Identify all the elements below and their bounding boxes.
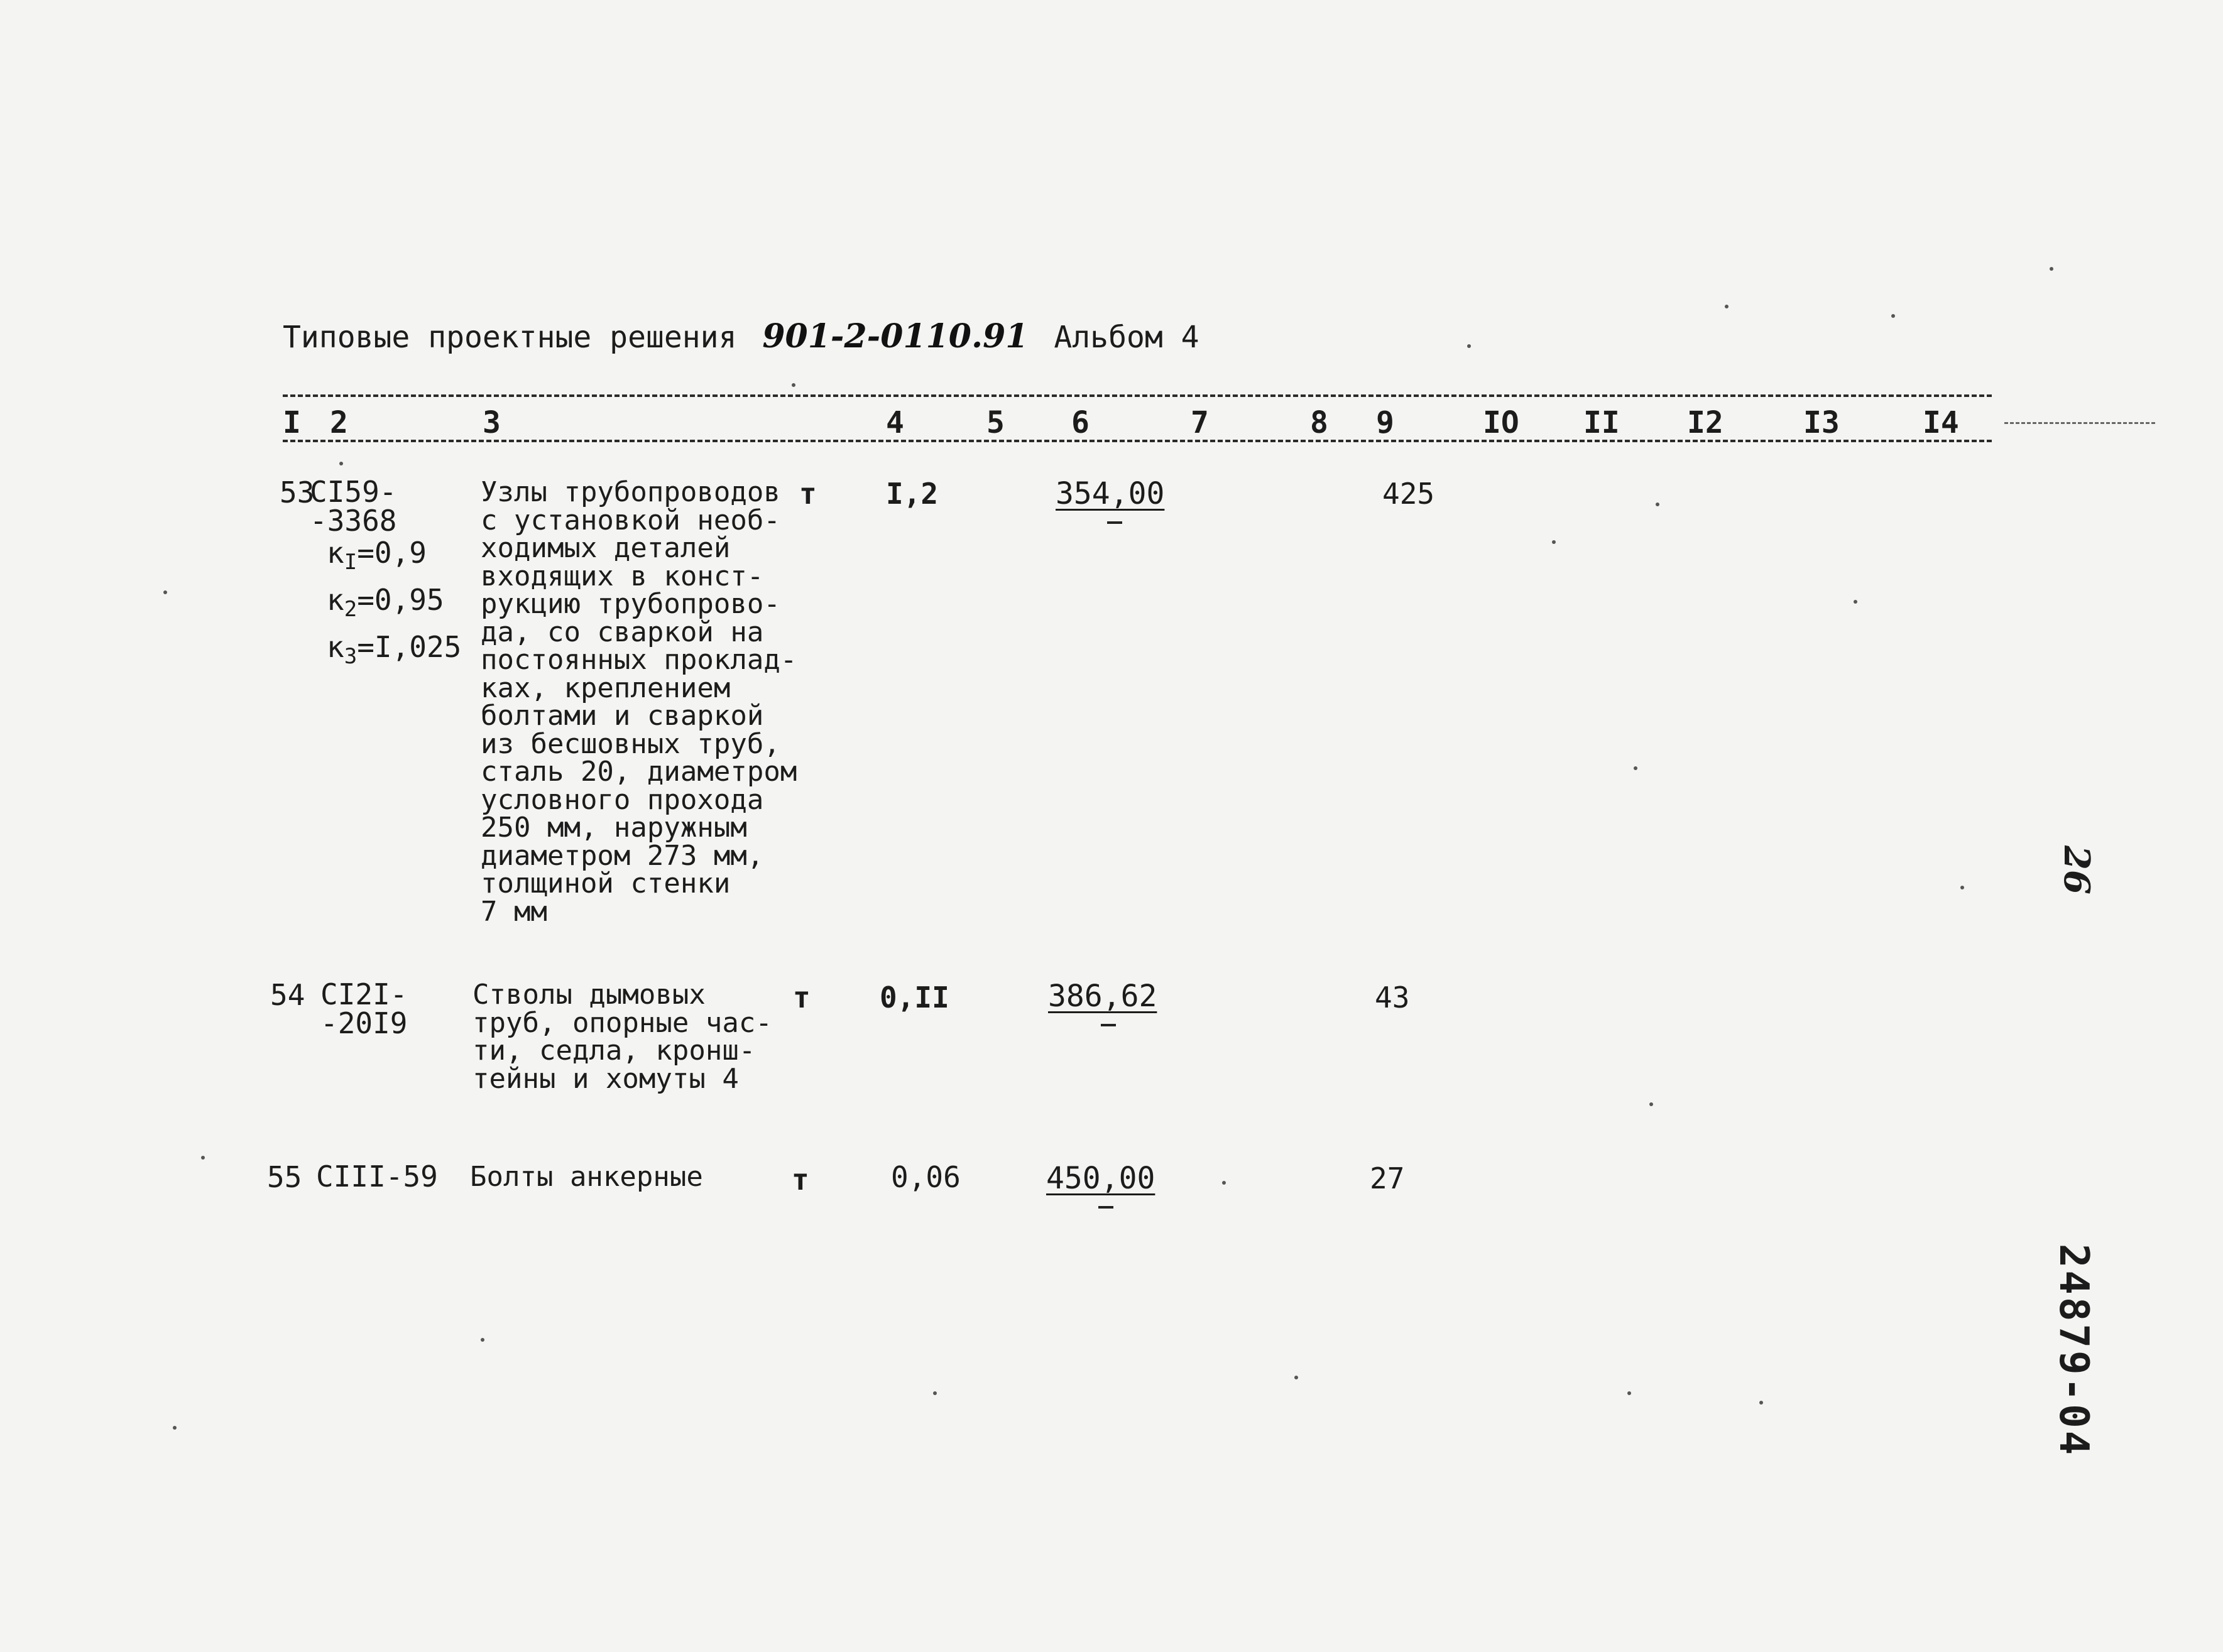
column-number-12: I2 bbox=[1687, 405, 1723, 440]
row-53-unit: т bbox=[799, 477, 817, 511]
row-54-description bbox=[472, 981, 772, 1093]
scan-speck bbox=[2050, 267, 2053, 271]
scan-speck bbox=[163, 590, 167, 594]
row-53-quantity: I,2 bbox=[886, 477, 939, 511]
column-number-2: 2 bbox=[330, 405, 348, 440]
scan-speck bbox=[339, 462, 343, 465]
column-number-13: I3 bbox=[1803, 405, 1840, 440]
row-55-unit: т bbox=[792, 1163, 809, 1197]
column-number-8: 8 bbox=[1310, 405, 1328, 440]
row-53-description bbox=[481, 476, 797, 928]
header-rule-bottom bbox=[283, 440, 1992, 442]
row-54-price-tick bbox=[1101, 1024, 1116, 1026]
scan-speck bbox=[1634, 766, 1637, 770]
scan-speck bbox=[1759, 1401, 1763, 1405]
row-54-code-line-2: -20I9 bbox=[320, 1006, 408, 1040]
scan-speck bbox=[1649, 1102, 1653, 1106]
description-line: входящих в конст- bbox=[481, 560, 764, 592]
description-line: с установкой необ- bbox=[481, 504, 780, 536]
row-54-unit: т bbox=[793, 981, 811, 1014]
column-number-11: II bbox=[1583, 405, 1620, 440]
description-line: толщиной стенки bbox=[481, 867, 731, 899]
description-line: Стволы дымовых bbox=[472, 979, 706, 1011]
scan-speck bbox=[201, 1156, 205, 1160]
scan-speck bbox=[1854, 600, 1857, 604]
header-rule-top bbox=[283, 394, 1992, 397]
handwritten-page-mark: 26 bbox=[2056, 845, 2097, 894]
column-number-6: 6 bbox=[1071, 405, 1090, 440]
description-line: 250 мм, наружным bbox=[481, 812, 747, 844]
coefficient-k3: $к_3=I,025$ bbox=[327, 630, 462, 670]
column-number-1: I bbox=[283, 405, 301, 440]
row-53-code-line-2: -3368 bbox=[310, 504, 397, 538]
row-53-coefficients bbox=[327, 534, 461, 676]
scan-speck bbox=[173, 1426, 177, 1430]
column-number-4: 4 bbox=[886, 405, 904, 440]
column-number-14: I4 bbox=[1923, 405, 1959, 440]
column-number-3: 3 bbox=[483, 405, 501, 440]
row-53-code-line-1: CI59- bbox=[310, 475, 397, 509]
scan-speck bbox=[481, 1338, 484, 1342]
title-prefix: Типовые проектные решения bbox=[283, 320, 737, 355]
archive-number: 24879-04 bbox=[2050, 1243, 2097, 1458]
description-line: постоянных проклад- bbox=[481, 644, 797, 676]
row-53-price: 354,00 bbox=[1056, 476, 1165, 511]
scan-speck bbox=[933, 1391, 937, 1395]
row-55-code bbox=[316, 1162, 438, 1191]
row-54-price: 386,62 bbox=[1048, 979, 1157, 1014]
scan-speck bbox=[1627, 1391, 1631, 1395]
row-54-code-line-1: CI2I- bbox=[320, 977, 408, 1011]
row-55-price: 450,00 bbox=[1046, 1161, 1155, 1196]
description-line: рукцию трубопрово- bbox=[481, 588, 780, 620]
description-line: ходимых деталей bbox=[481, 532, 731, 564]
row-53-number: 53 bbox=[280, 475, 315, 509]
album-label: Альбом 4 bbox=[1054, 320, 1199, 355]
coefficient-k2: $к_2=0,95$ bbox=[327, 583, 444, 622]
column-number-5: 5 bbox=[986, 405, 1005, 440]
description-line: ти, седла, кронш- bbox=[472, 1035, 756, 1067]
row-55-total: 27 bbox=[1370, 1161, 1405, 1195]
row-55-number: 55 bbox=[267, 1160, 302, 1194]
description-line: Болты анкерные bbox=[470, 1161, 703, 1193]
description-line: да, со сваркой на bbox=[481, 616, 764, 648]
coefficient-k1: $к_I=0,9$ bbox=[327, 536, 427, 575]
scan-speck bbox=[1960, 886, 1964, 889]
row-54-total: 43 bbox=[1375, 981, 1410, 1014]
description-line: болтами и сваркой bbox=[481, 700, 764, 732]
scan-speck bbox=[1891, 314, 1895, 318]
scan-speck bbox=[1656, 503, 1659, 506]
row-54-code bbox=[320, 977, 408, 1040]
column-number-10: IO bbox=[1483, 405, 1519, 440]
scan-speck bbox=[1552, 540, 1556, 544]
description-line: из бесшовных труб, bbox=[481, 727, 780, 760]
scan-speck bbox=[1294, 1376, 1298, 1379]
row-53-code bbox=[310, 475, 397, 538]
description-line: диаметром 273 мм, bbox=[481, 839, 764, 872]
description-line: условного прохода bbox=[481, 783, 764, 816]
scan-speck bbox=[1725, 305, 1729, 308]
scan-speck bbox=[1467, 344, 1471, 348]
document-title bbox=[283, 317, 1199, 356]
row-53-price-tick bbox=[1107, 521, 1122, 524]
row-54-number: 54 bbox=[270, 978, 305, 1012]
description-line: тейны и хомуты 4 bbox=[472, 1062, 739, 1095]
series-code: 901-2-0110.91 bbox=[762, 317, 1029, 356]
row-55-quantity: 0,06 bbox=[891, 1160, 961, 1194]
row-53-total: 425 bbox=[1382, 477, 1435, 511]
description-line: Узлы трубопроводов bbox=[481, 476, 780, 508]
description-line: труб, опорные час- bbox=[472, 1006, 772, 1039]
description-line: сталь 20, диаметром bbox=[481, 756, 797, 788]
row-55-code-line-1: CIII-59 bbox=[316, 1160, 438, 1193]
trailing-dash bbox=[2004, 422, 2155, 424]
row-55-price-tick bbox=[1098, 1206, 1113, 1209]
scan-speck bbox=[792, 383, 795, 387]
scan-speck bbox=[1222, 1181, 1226, 1185]
description-line: 7 мм bbox=[481, 895, 547, 928]
row-55-description bbox=[470, 1163, 703, 1192]
column-number-9: 9 bbox=[1376, 405, 1394, 440]
column-number-7: 7 bbox=[1191, 405, 1209, 440]
row-54-quantity: 0,II bbox=[880, 981, 949, 1014]
description-line: ках, креплением bbox=[481, 671, 731, 704]
